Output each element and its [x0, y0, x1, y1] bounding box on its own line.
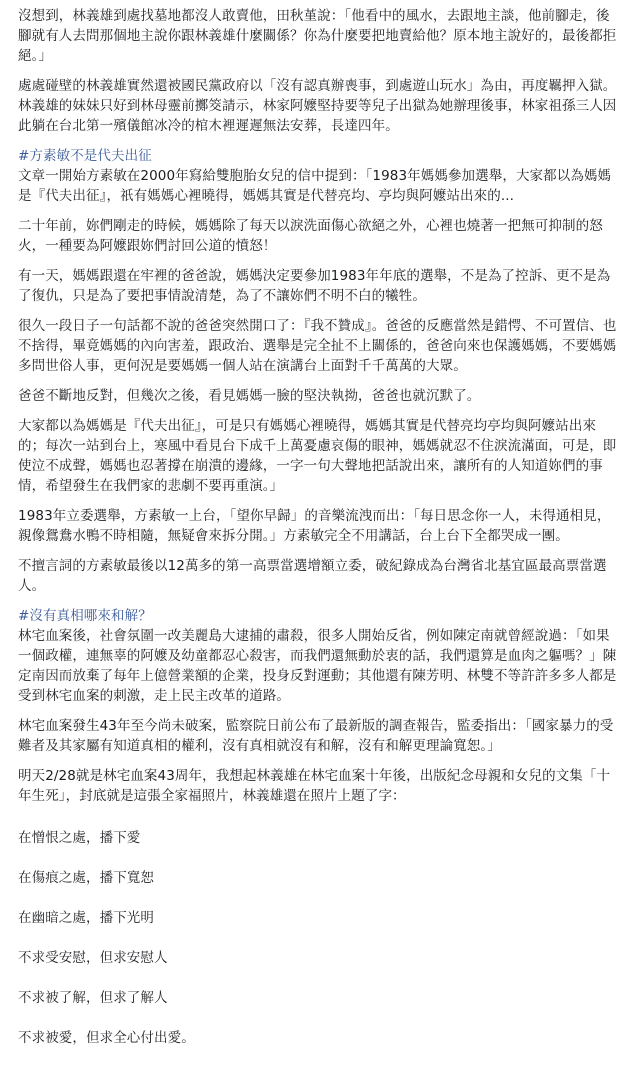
- paragraph: 沒想到，林義雄到處找墓地都沒人敢賣他，田秋堇說：「他看中的風水，去跟地主談，他前腳走，後腳就有人去問那個地主說你跟林義雄什麼關係？你為什麼要把地賣給他？原本地主說好的，最後都拒絕。」: [18, 8, 617, 64]
- poem: [18, 808, 622, 1068]
- paragraph: 林宅血案發生43年至今尚未破案，監察院日前公布了最新版的調查報告，監委指出：「國家暴力的受難者及其家屬有知道真相的權利，沒有真相就沒有和解，沒有和解更理論寬恕。」: [18, 718, 614, 754]
- paragraph: 爸爸不斷地反對，但幾次之後，看見媽媽一臉的堅決執拗，爸爸也就沉默了。: [18, 388, 481, 404]
- poem-line: 不求被了解，但求了解人: [18, 990, 168, 1006]
- poem-line: 在傷痕之處，播下寬恕: [18, 870, 154, 886]
- paragraph: 有一天，媽媽跟還在牢裡的爸爸說，媽媽決定要參加1983年年底的選舉，不是為了控訴、更不是為了復仇，只是為了要把事情說清楚，為了不讓妳們不明不白的犧牲。: [18, 268, 611, 304]
- poem-line: 在憎恨之處，播下愛: [18, 830, 141, 846]
- paragraph: 明天2/28就是林宅血案43周年，我想起林義雄在林宅血案十年後，出版紀念母親和女兒的文集「十年生死」，封底就是這張全家福照片，林義雄還在照片上題了字：: [18, 768, 611, 804]
- hashtag-link[interactable]: #方素敏不是代夫出征: [18, 148, 152, 164]
- paragraph: 處處碰壁的林義雄實然還被國民黨政府以「沒有認真辦喪事，到處遊山玩水」為由，再度羈押入獄。林義雄的妹妹只好到林母靈前擲筊請示，林家阿嬤堅持要等兒子出獄為她辦理後事，林家祖孫三人因此躺在台北第一殯儀館冰冷的棺木裡遲遲無法安葬，長達四年。: [18, 78, 617, 134]
- paragraph: 很久一段日子一句話都不說的爸爸突然開口了：『我不贊成』。爸爸的反應當然是錯愕、不可置信、也不捨得，畢竟媽媽的內向害羞，跟政治、選舉是完全扯不上關係的，爸爸向來也保護媽媽，不要媽媽多問世俗人事，更何況是要媽媽一個人站在演講台上面對千千萬萬的大眾。: [18, 318, 617, 374]
- paragraph: 林宅血案後，社會氛圍一改美麗島大逮捕的肅殺，很多人開始反省，例如陳定南就曾經說過：「如果一個政權，連無辜的阿嬤及幼童都忍心殺害，而我們還無動於衷的話，我們還算是血肉之軀嗎？」陳定南因而放棄了每年上億營業額的企業，投身反對運動；其他還有陳芳明、林雙不等許許多多人都是受到林宅血案的刺激，走上民主改革的道路。: [18, 628, 617, 704]
- paragraph: 大家都以為媽媽是『代夫出征』，可是只有媽媽心裡曉得，媽媽其實是代替亮均亭均與阿嬤站出來的；每次一站到台上，寒風中看見台下成千上萬憂慮哀傷的眼神，媽媽就忍不住淚流滿面，可是，即使泣不成聲，媽媽也忍著撐在崩潰的邊緣，一字一句大聲地把話說出來，讓所有的人知道妳們的事情，希望發生在我們家的悲劇不要再重演。」: [18, 418, 617, 494]
- poem-line: 不求受安慰，但求安慰人: [18, 950, 168, 966]
- hashtag-link[interactable]: #沒有真相哪來和解？: [18, 608, 152, 624]
- poem-line: 不求被愛，但求全心付出愛。: [18, 1030, 195, 1046]
- paragraph: 不擅言詞的方素敏最後以12萬多的第一高票當選增額立委，破紀錄成為台灣省北基宜區最高票當選人。: [18, 558, 607, 594]
- paragraph: 文章一開始方素敏在2000年寫給雙胞胎女兒的信中提到：「1983年媽媽參加選舉，大家都以為媽媽是『代夫出征』，祇有媽媽心裡曉得，媽媽其實是代替亮均、亭均與阿嬤站出來的...: [18, 168, 612, 204]
- paragraph: 二十年前，妳們剛走的時候，媽媽除了每天以淚洗面傷心欲絕之外，心裡也燒著一把無可抑制的怒火，一種要為阿嬤跟妳們討回公道的憤怒！: [18, 218, 603, 254]
- poem-line: 在幽暗之處，播下光明: [18, 910, 154, 926]
- post-body: [18, 6, 622, 1068]
- paragraph: 1983年立委選舉，方素敏一上台，「望你早歸」的音樂流洩而出：「每日思念你一人，未得通相見，親像鴛鴦水鴨不時相隨，無疑會來拆分開。」方素敏完全不用講話，台上台下全都哭成一團。: [18, 508, 611, 544]
